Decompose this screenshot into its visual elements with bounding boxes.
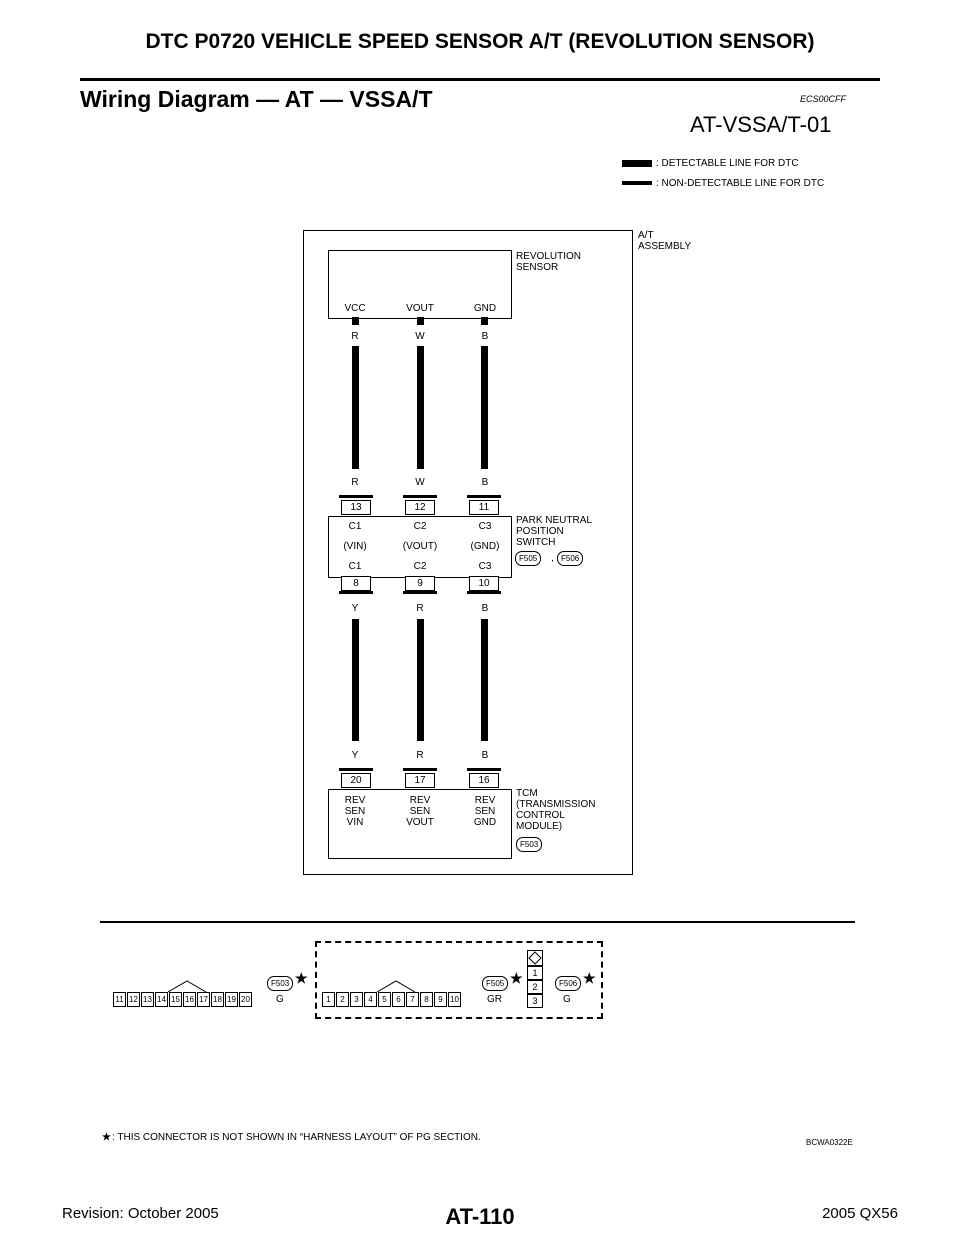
figure-code: BCWA0322E — [806, 1138, 853, 1147]
f503-pin: 15 — [169, 992, 182, 1007]
assembly-label-line1: A/T — [638, 230, 654, 241]
f506-pin: 1 — [527, 966, 543, 980]
diamond-key-icon — [527, 950, 543, 966]
star-icon-f506: ★ — [583, 970, 596, 986]
sensor-stub-vcc — [352, 317, 359, 325]
pnp-gnd: (GND) — [470, 541, 500, 552]
tcm-label-line3: CONTROL — [516, 810, 565, 821]
f503-pin: 19 — [225, 992, 238, 1007]
connector-badge-f506: F506 — [557, 551, 583, 566]
pin-cap — [403, 768, 437, 771]
page-number: AT-110 — [445, 1204, 515, 1229]
f505-pin: 1 — [322, 992, 335, 1007]
tcm-term-3-line3: GND — [473, 817, 497, 828]
legend-non-detectable-swatch — [622, 181, 652, 185]
pin-cap — [403, 495, 437, 498]
wire-color-lower-3-bottom: B — [481, 750, 489, 761]
connector-f505-color: GR — [487, 994, 502, 1005]
connector-view-f505-badge: F505 — [482, 976, 508, 991]
f503-pin: 17 — [197, 992, 210, 1007]
tcm-pin-20: 20 — [341, 773, 371, 788]
star-icon-footnote: ★ — [102, 1132, 111, 1143]
pnp-vin: (VIN) — [343, 541, 367, 552]
pnp-c3-bottom: C3 — [478, 561, 492, 572]
pnp-pin-12: 12 — [405, 500, 435, 515]
section-title: Wiring Diagram — AT — VSSA/T — [80, 86, 433, 112]
wire-color-upper-2-bottom: W — [415, 477, 425, 488]
pin-cap — [339, 591, 373, 594]
revolution-sensor-label-line2: SENSOR — [516, 262, 559, 273]
wire-color-lower-1-top: Y — [351, 603, 359, 614]
connector-f506-color: G — [563, 994, 571, 1005]
wire-lower-vin — [352, 619, 359, 741]
wire-color-upper-1-top: R — [351, 331, 359, 342]
footer-revision: Revision: October 2005 — [62, 1205, 219, 1222]
tcm-term-1-line2: SEN — [344, 806, 366, 817]
f506-pin: 3 — [527, 994, 543, 1008]
pnp-c2-bottom: C2 — [413, 561, 427, 572]
terminal-gnd: GND — [473, 303, 497, 314]
f505-pin: 2 — [336, 992, 349, 1007]
pnp-vout: (VOUT) — [402, 541, 438, 552]
wire-color-lower-2-top: R — [416, 603, 424, 614]
connector-f505-key — [322, 978, 470, 992]
terminal-vcc: VCC — [344, 303, 366, 314]
pnp-pin-8: 8 — [341, 576, 371, 591]
f505-pin: 10 — [448, 992, 461, 1007]
f505-pin: 6 — [392, 992, 405, 1007]
pin-cap — [339, 768, 373, 771]
wire-color-lower-2-bottom: R — [416, 750, 424, 761]
legend-detectable-label: : DETECTABLE LINE FOR DTC — [656, 158, 799, 169]
connector-badge-f505: F505 — [515, 551, 541, 566]
connector-f503-pins — [113, 992, 261, 1007]
f503-pin: 20 — [239, 992, 252, 1007]
pin-cap — [339, 495, 373, 498]
wire-color-upper-1-bottom: R — [351, 477, 359, 488]
pnp-label-line1: PARK NEUTRAL — [516, 515, 592, 526]
connector-separator: , — [551, 553, 554, 564]
terminal-vout: VOUT — [406, 303, 434, 314]
tcm-term-2-line2: SEN — [409, 806, 431, 817]
connector-view-f506-badge: F506 — [555, 976, 581, 991]
assembly-label-line2: ASSEMBLY — [638, 241, 692, 252]
header-rule — [80, 78, 880, 81]
pnp-c1-bottom: C1 — [348, 561, 362, 572]
tcm-term-1-line1: REV — [344, 795, 366, 806]
pnp-pin-11: 11 — [469, 500, 499, 515]
pnp-c1-top: C1 — [348, 521, 362, 532]
wire-color-upper-3-bottom: B — [481, 477, 489, 488]
wire-upper-gnd — [481, 346, 488, 469]
f505-pin: 9 — [434, 992, 447, 1007]
f506-pin: 2 — [527, 980, 543, 994]
tcm-label-line1: TCM — [516, 788, 538, 799]
revolution-sensor-label-line1: REVOLUTION — [516, 251, 582, 262]
f503-pin: 14 — [155, 992, 168, 1007]
f505-pin: 7 — [406, 992, 419, 1007]
wire-color-lower-1-bottom: Y — [351, 750, 359, 761]
legend-non-detectable-label: : NON-DETECTABLE LINE FOR DTC — [656, 178, 825, 189]
connector-divider — [100, 921, 855, 923]
connector-f505-pins — [322, 992, 470, 1007]
connector-f503-color: G — [276, 994, 284, 1005]
pnp-label-line3: SWITCH — [516, 537, 556, 548]
f503-pin: 18 — [211, 992, 224, 1007]
section-code: ECS00CFF — [800, 94, 847, 104]
tcm-term-3-line1: REV — [474, 795, 496, 806]
connector-view-f503-badge: F503 — [267, 976, 293, 991]
f505-pin: 3 — [350, 992, 363, 1007]
wire-lower-vout — [417, 619, 424, 741]
f503-pin: 13 — [141, 992, 154, 1007]
f505-pin: 4 — [364, 992, 377, 1007]
wire-upper-vcc — [352, 346, 359, 469]
diagram-title: AT-VSSA/T-01 — [690, 112, 832, 137]
sensor-stub-gnd — [481, 317, 488, 325]
wire-color-lower-3-top: B — [481, 603, 489, 614]
pin-cap — [467, 768, 501, 771]
f505-pin: 5 — [378, 992, 391, 1007]
f505-pin: 8 — [420, 992, 433, 1007]
footer-model: 2005 QX56 — [822, 1205, 898, 1222]
connector-badge-f503: F503 — [516, 837, 542, 852]
tcm-term-2-line1: REV — [409, 795, 431, 806]
wire-upper-vout — [417, 346, 424, 469]
pnp-pin-10: 10 — [469, 576, 499, 591]
tcm-pin-16: 16 — [469, 773, 499, 788]
f503-pin: 11 — [113, 992, 126, 1007]
pnp-label-line2: POSITION — [516, 526, 564, 537]
pin-cap — [467, 495, 501, 498]
wire-lower-gnd — [481, 619, 488, 741]
star-icon-f505: ★ — [510, 970, 523, 986]
footnote-text: : THIS CONNECTOR IS NOT SHOWN IN “HARNESS LAYOUT” OF PG SECTION. — [112, 1132, 481, 1143]
tcm-pin-17: 17 — [405, 773, 435, 788]
star-icon-f503: ★ — [295, 970, 308, 986]
pin-cap — [403, 591, 437, 594]
pnp-c3-top: C3 — [478, 521, 492, 532]
legend-detectable-swatch — [622, 160, 652, 167]
f503-pin: 16 — [183, 992, 196, 1007]
pin-cap — [467, 591, 501, 594]
tcm-label-line2: (TRANSMISSION — [516, 799, 596, 810]
tcm-term-3-line2: SEN — [474, 806, 496, 817]
pnp-pin-13: 13 — [341, 500, 371, 515]
wire-color-upper-2-top: W — [415, 331, 425, 342]
wire-color-upper-3-top: B — [481, 331, 489, 342]
page-header: DTC P0720 VEHICLE SPEED SENSOR A/T (REVOLUTION SENSOR) — [145, 30, 815, 53]
f503-pin: 12 — [127, 992, 140, 1007]
sensor-stub-vout — [417, 317, 424, 325]
connector-f503-key — [113, 978, 261, 992]
tcm-term-1-line3: VIN — [346, 817, 364, 828]
tcm-label-line4: MODULE) — [516, 821, 563, 832]
tcm-term-2-line3: VOUT — [406, 817, 434, 828]
pnp-c2-top: C2 — [413, 521, 427, 532]
pnp-pin-9: 9 — [405, 576, 435, 591]
